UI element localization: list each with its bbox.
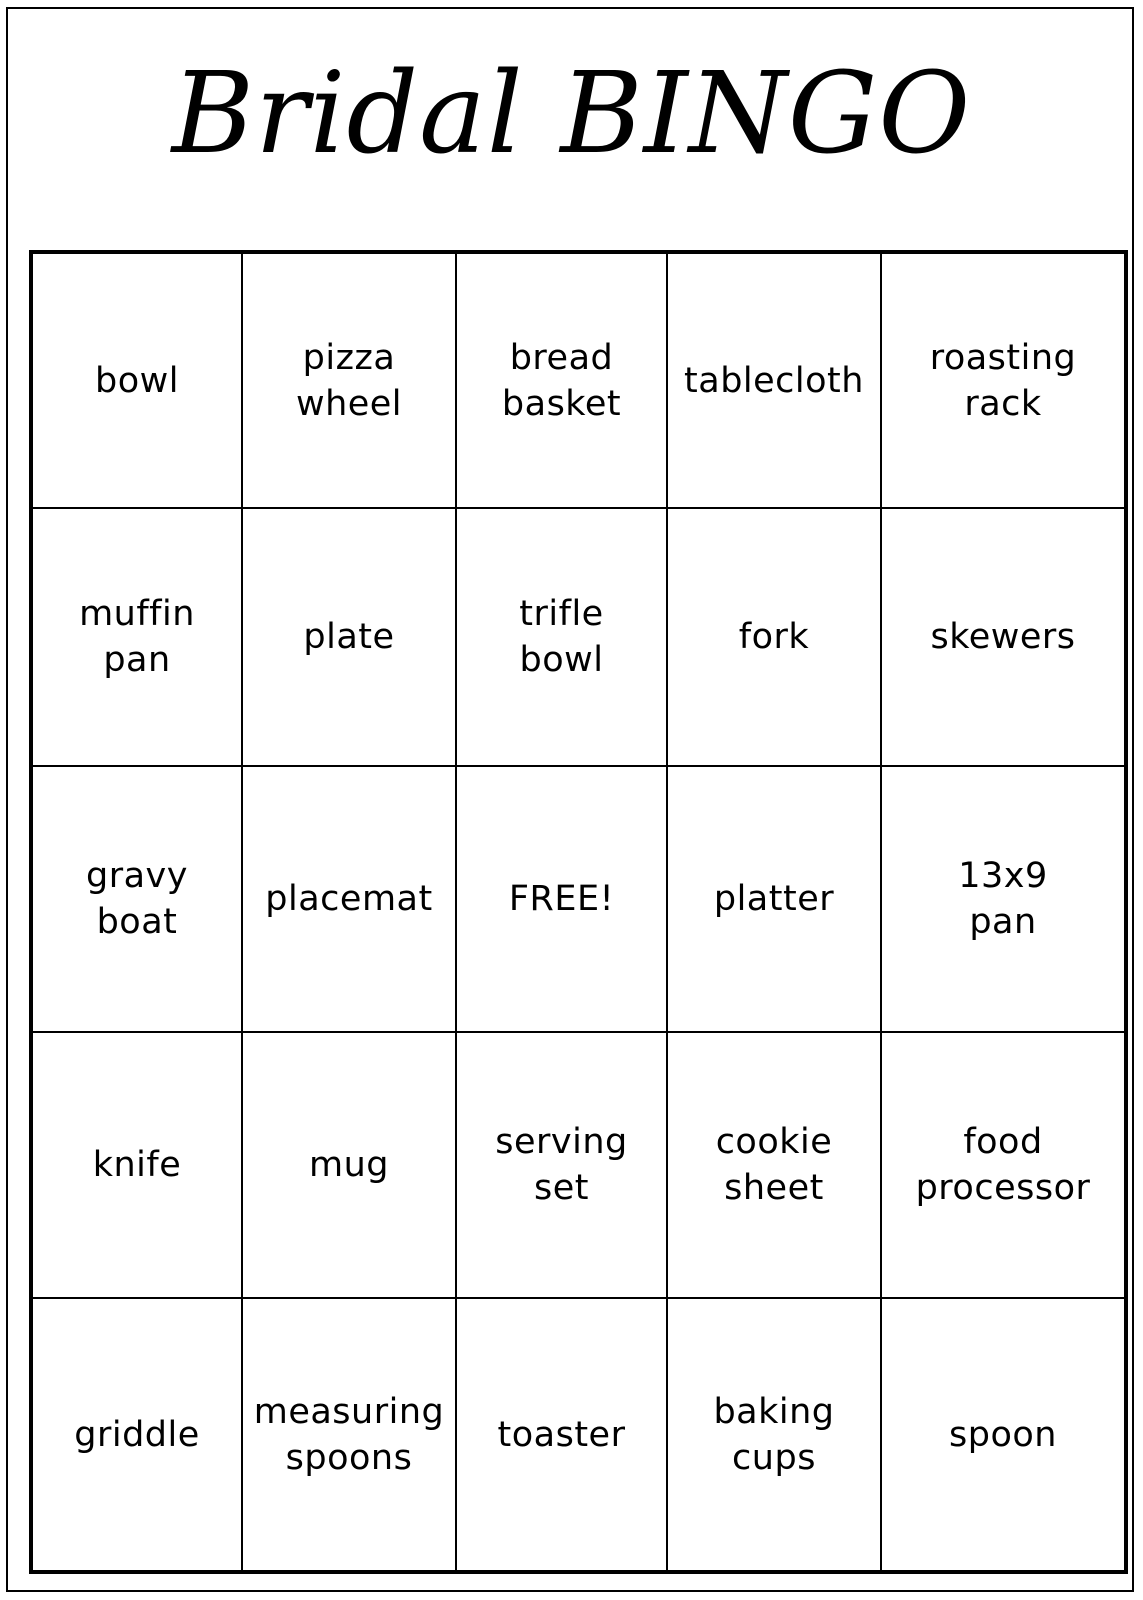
bingo-square-label: baking cups [713, 1391, 835, 1478]
bingo-square-label: fork [738, 617, 810, 657]
bingo-square-label: bowl [95, 360, 179, 401]
bingo-square [882, 1299, 1124, 1570]
bingo-square-label: muffin pan [79, 594, 195, 680]
bingo-square [33, 767, 243, 1033]
bingo-square [668, 254, 882, 509]
bingo-square-label: cookie sheet [715, 1122, 833, 1208]
free-square [457, 767, 668, 1033]
bingo-square-label: 13x9 pan [958, 856, 1048, 942]
bingo-square [668, 1033, 882, 1299]
bingo-square-label: plate [303, 617, 395, 657]
bingo-square [882, 509, 1124, 767]
bingo-square-label: skewers [930, 617, 1076, 657]
bingo-square [33, 1299, 243, 1570]
bingo-square-label: trifle bowl [519, 594, 604, 680]
bingo-square-label: measuring spoons [253, 1391, 445, 1478]
bingo-square-label: gravy boat [86, 856, 188, 942]
bingo-square-label: knife [92, 1145, 182, 1185]
bingo-square [882, 767, 1124, 1033]
bingo-board [29, 250, 1128, 1574]
bingo-square-label: bread basket [501, 337, 622, 424]
bingo-square [33, 509, 243, 767]
bingo-square [33, 1033, 243, 1299]
bingo-square [243, 1033, 457, 1299]
bingo-square [668, 1299, 882, 1570]
bingo-square-label: toaster [497, 1414, 626, 1455]
bingo-square [243, 254, 457, 509]
bingo-square-label: pizza wheel [295, 337, 403, 424]
bingo-square [668, 767, 882, 1033]
bingo-square-label: griddle [74, 1414, 200, 1455]
bingo-square [882, 1033, 1124, 1299]
page-title: Bridal BINGO [171, 49, 972, 179]
bingo-square-label: platter [713, 879, 835, 919]
bingo-square-label: food processor [915, 1122, 1091, 1208]
bingo-square [668, 509, 882, 767]
bingo-square-label: serving set [495, 1122, 628, 1208]
bingo-square [457, 509, 668, 767]
bingo-square-label: roasting rack [929, 337, 1077, 424]
free-square-label: FREE! [508, 879, 615, 919]
bingo-square [243, 1299, 457, 1570]
bingo-square [882, 254, 1124, 509]
bingo-square [457, 254, 668, 509]
bingo-square [33, 254, 243, 509]
bingo-square [457, 1033, 668, 1299]
bingo-square-label: tablecloth [684, 360, 864, 401]
bingo-square-label: mug [309, 1145, 389, 1185]
bingo-square [243, 509, 457, 767]
bingo-square [457, 1299, 668, 1570]
bingo-square-label: spoon [949, 1414, 1057, 1455]
bingo-square-label: placemat [265, 879, 433, 919]
bingo-square [243, 767, 457, 1033]
